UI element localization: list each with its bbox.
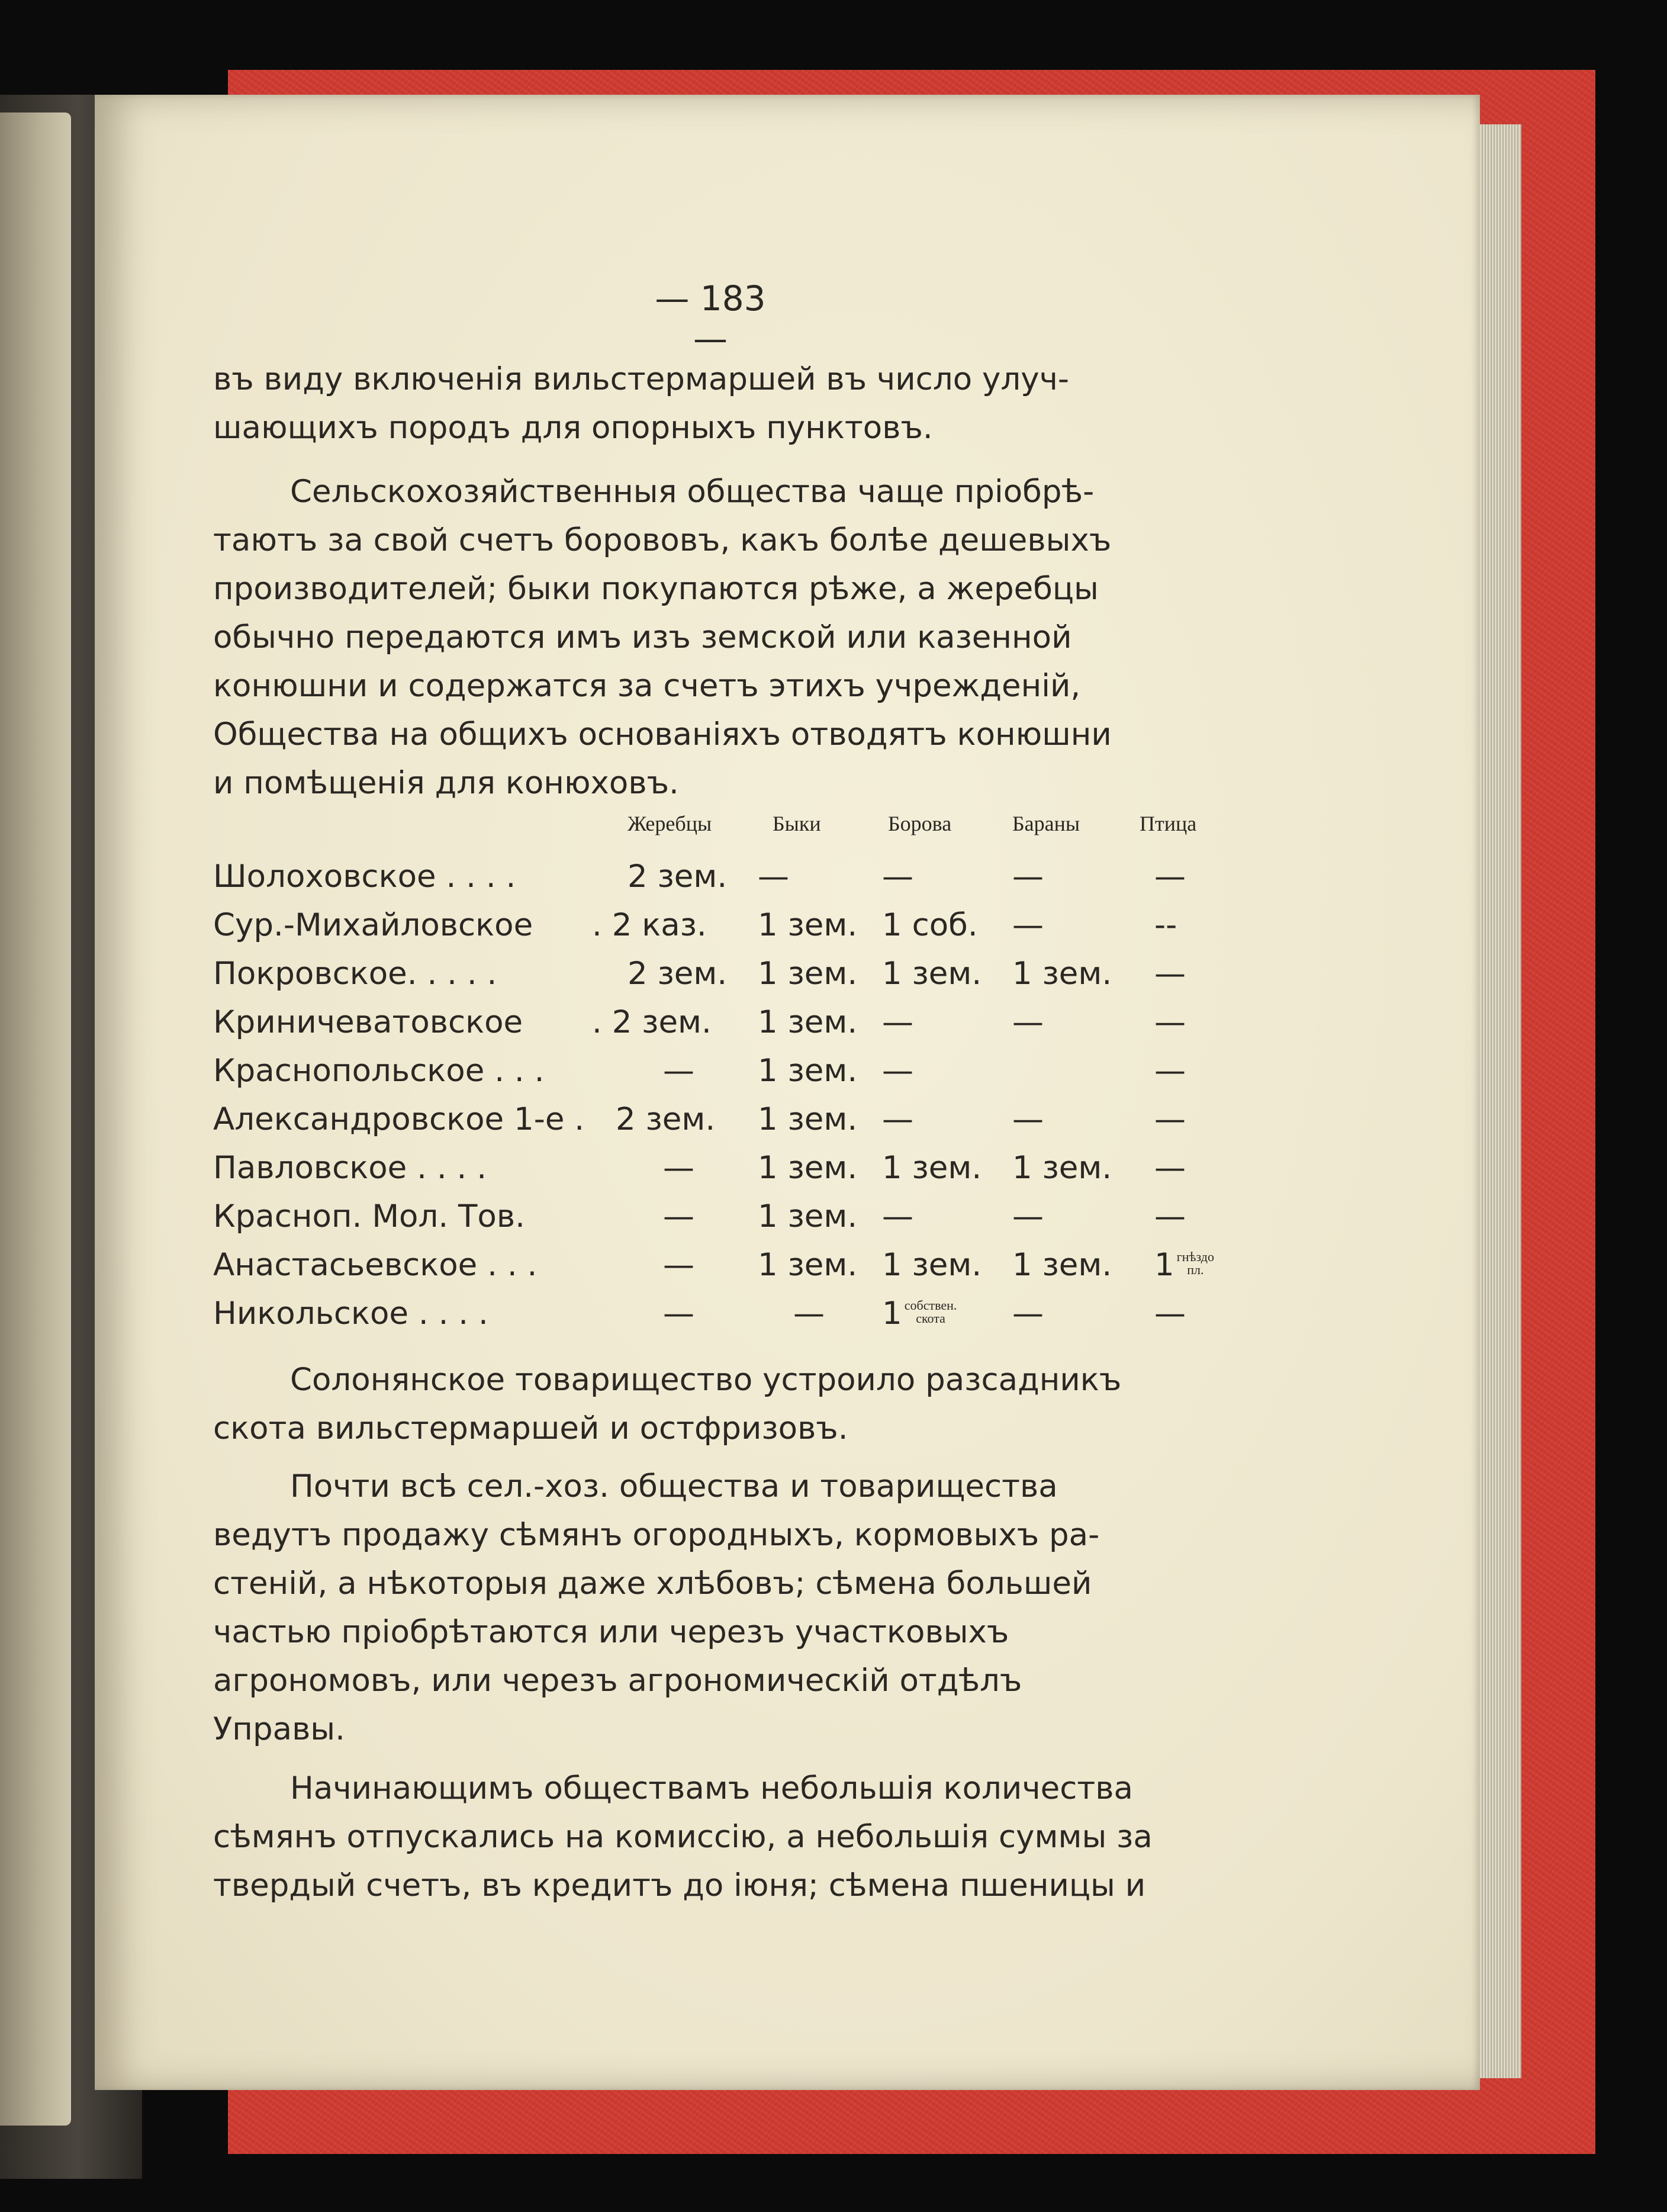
note-line: пл. xyxy=(1187,1262,1204,1277)
cell-borova: — xyxy=(882,1004,913,1040)
society-name: Криничеватовское xyxy=(213,1004,523,1040)
text-line: агрономовъ, или черезъ агрономическій отдѣлъ xyxy=(213,1663,1022,1699)
cell-ptitsa: — xyxy=(1154,1150,1186,1186)
cell-barany: 1 зем. xyxy=(1012,1150,1112,1186)
cell-byki: 1 зем. xyxy=(758,1101,858,1137)
text-line: твердый счетъ, въ кредитъ до іюня; сѣмена пшеницы и xyxy=(213,1867,1146,1904)
text-line: производителей; быки покупаются рѣже, а жеребцы xyxy=(213,571,1099,607)
cell-zherebtsy: . 2 каз. xyxy=(592,907,707,943)
text-line: обычно передаются имъ изъ земской или казенной xyxy=(213,619,1072,655)
cell-ptitsa: — xyxy=(1154,1198,1186,1234)
cell-ptitsa: -- xyxy=(1154,907,1177,943)
cell-borova: — xyxy=(882,1101,913,1137)
cell-borova: 1 зем. xyxy=(882,956,982,992)
cell-zherebtsy: — xyxy=(663,1198,694,1234)
cell-ptitsa: — xyxy=(1154,1053,1186,1089)
cell-borova: 1 зем. xyxy=(882,1247,982,1283)
cell-ptitsa-note xyxy=(1177,1250,1214,1277)
table-row xyxy=(213,1004,1231,1053)
table-row xyxy=(213,1053,1231,1101)
table-row xyxy=(213,1198,1231,1247)
cell-zherebtsy: 2 зем. xyxy=(616,1101,716,1137)
note-line: гнѣздо xyxy=(1176,1249,1214,1264)
society-name: Сур.-Михайловское xyxy=(213,907,533,943)
society-name: Анастасьевское . . . xyxy=(213,1247,538,1283)
cell-zherebtsy: — xyxy=(663,1150,694,1186)
header-borova: Борова xyxy=(888,812,952,835)
text-line: таютъ за свой счетъ борововъ, какъ болѣе дешевыхъ xyxy=(213,522,1112,558)
society-name: Краснопольское . . . xyxy=(213,1053,545,1089)
note-line: собствен. xyxy=(904,1298,957,1313)
cell-byki: 1 зем. xyxy=(758,907,858,943)
text-line: Солонянское товарищество устроило разсадникъ xyxy=(290,1362,1122,1398)
cell-ptitsa-value: 1 xyxy=(1154,1247,1174,1283)
society-name: Павловское . . . . xyxy=(213,1150,487,1186)
header-byki: Быки xyxy=(773,812,821,835)
cell-borova: — xyxy=(882,1053,913,1089)
society-name: Никольское . . . . xyxy=(213,1295,488,1332)
cell-borova-note xyxy=(905,1299,957,1325)
cell-byki: 1 зем. xyxy=(758,1150,858,1186)
text-line: Общества на общихъ основаніяхъ отводятъ конюшни xyxy=(213,716,1112,753)
table-row xyxy=(213,907,1231,956)
paragraph-1 xyxy=(213,468,1225,808)
cell-borova: — xyxy=(882,1198,913,1234)
cell-byki: — xyxy=(793,1295,825,1332)
text-line: конюшни и содержатся за счетъ этихъ учрежденій, xyxy=(213,668,1081,704)
cell-ptitsa: — xyxy=(1154,1295,1186,1332)
cell-zherebtsy: 2 зем. xyxy=(627,956,728,992)
table-row xyxy=(213,1295,1231,1344)
cell-borova: 1 зем. xyxy=(882,1150,982,1186)
paragraph-3 xyxy=(213,1462,1225,1754)
society-name: Красноп. Мол. Тов. xyxy=(213,1198,525,1234)
society-name: Шолоховское . . . . xyxy=(213,859,516,895)
text-line: Управы. xyxy=(213,1711,345,1747)
cell-ptitsa: — xyxy=(1154,956,1186,992)
page-number: — 183 — xyxy=(655,278,766,359)
cell-barany: — xyxy=(1012,859,1044,895)
society-name: Александровское 1-е . xyxy=(213,1101,585,1137)
cell-barany: 1 зем. xyxy=(1012,1247,1112,1283)
cell-zherebtsy: — xyxy=(663,1247,694,1283)
note-line: скота xyxy=(916,1311,945,1326)
cell-ptitsa: — xyxy=(1154,1101,1186,1137)
cell-barany: — xyxy=(1012,1101,1044,1137)
cell-barany: 1 зем. xyxy=(1012,956,1112,992)
table-row xyxy=(213,859,1231,907)
cell-barany: — xyxy=(1012,1295,1044,1332)
cell-byki: 1 зем. xyxy=(758,956,858,992)
text-line: сѣмянъ отпускались на комиссію, а небольшія суммы за xyxy=(213,1819,1153,1855)
cell-ptitsa: — xyxy=(1154,859,1186,895)
text-line: Почти всѣ сел.-хоз. общества и товарищества xyxy=(290,1468,1058,1504)
text-line: Сельскохозяйственныя общества чаще пріобрѣ- xyxy=(290,474,1095,510)
cell-zherebtsy: — xyxy=(663,1295,694,1332)
cell-zherebtsy: . 2 зем. xyxy=(592,1004,712,1040)
header-ptitsa: Птица xyxy=(1140,812,1197,835)
cell-byki: — xyxy=(758,859,789,895)
text-line: ведутъ продажу сѣмянъ огородныхъ, кормовыхъ ра- xyxy=(213,1517,1100,1553)
intro-paragraph xyxy=(213,355,1225,452)
cell-borova-value: 1 xyxy=(882,1295,902,1332)
cell-ptitsa: — xyxy=(1154,1004,1186,1040)
table-header xyxy=(213,811,1225,847)
text-line: скота вильстермаршей и остфризовъ. xyxy=(213,1410,848,1446)
text-line: Начинающимъ обществамъ небольшія количества xyxy=(290,1770,1133,1806)
cell-byki: 1 зем. xyxy=(758,1053,858,1089)
table-row xyxy=(213,956,1231,1004)
cell-barany: — xyxy=(1012,1004,1044,1040)
header-zherebtsy: Жеребцы xyxy=(627,812,712,835)
previous-page-edge xyxy=(0,112,71,2126)
cell-barany: — xyxy=(1012,1198,1044,1234)
table-row xyxy=(213,1150,1231,1198)
cell-barany: — xyxy=(1012,907,1044,943)
cell-borova xyxy=(882,1295,957,1332)
table-row xyxy=(213,1101,1231,1150)
text-line: частью пріобрѣтаются или черезъ участковыхъ xyxy=(213,1614,1009,1650)
text-line: стеній, а нѣкоторыя даже хлѣбовъ; сѣмена большей xyxy=(213,1565,1092,1602)
table-row xyxy=(213,1247,1231,1295)
text-line: шающихъ породъ для опорныхъ пунктовъ. xyxy=(213,410,933,446)
cell-byki: 1 зем. xyxy=(758,1247,858,1283)
paragraph-2 xyxy=(213,1356,1225,1453)
cell-borova: — xyxy=(882,859,913,895)
paragraph-4 xyxy=(213,1764,1225,1910)
cell-zherebtsy: 2 зем. xyxy=(627,859,728,895)
cell-zherebtsy: — xyxy=(663,1053,694,1089)
cell-byki: 1 зем. xyxy=(758,1198,858,1234)
text-line: въ виду включенія вильстермаршей въ число улуч- xyxy=(213,361,1070,397)
header-barany: Бараны xyxy=(1012,812,1080,835)
cell-borova: 1 соб. xyxy=(882,907,978,943)
cell-ptitsa xyxy=(1154,1247,1214,1283)
cell-byki: 1 зем. xyxy=(758,1004,858,1040)
society-name: Покровское. . . . . xyxy=(213,956,497,992)
text-line: и помѣщенія для конюховъ. xyxy=(213,765,679,801)
